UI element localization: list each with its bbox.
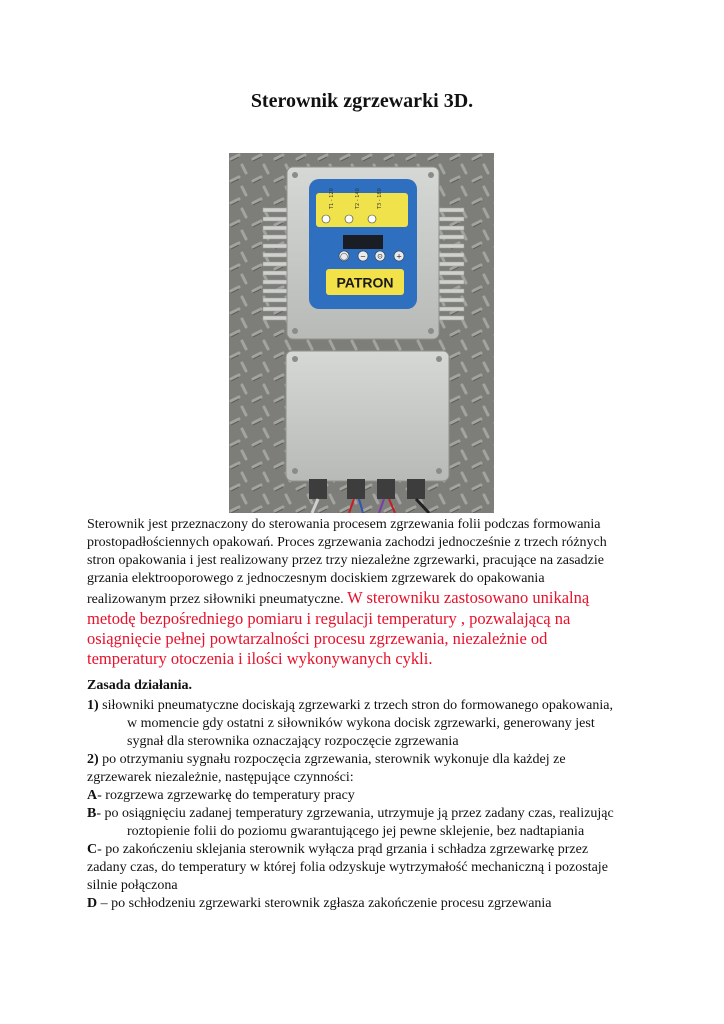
label-t3: T3 - 180	[377, 188, 383, 209]
operation-section	[87, 677, 647, 913]
substep-b-cont: roztopienie folii do poziomu gwarantującego jej pewne sklejenie, bez nadtapiania	[127, 824, 585, 839]
substep-c	[87, 841, 647, 859]
substep-a	[87, 787, 647, 805]
label-t2: T2 - 140	[355, 188, 361, 209]
step-2-cont: zgrzewarek niezależnie, następujące czynności:	[87, 770, 354, 785]
substep-marker: A	[87, 788, 98, 803]
substep-text: - po zakończeniu sklejania sterownik wyłącza prąd grzania i schładza zgrzewarkę przez	[97, 842, 589, 857]
substep-b	[87, 805, 647, 823]
substep-c-cont: zadany czas, do temperatury w której folia odzyskuje wytrzymałość mechaniczną i pozostaje	[87, 860, 608, 875]
intro-line-mixed	[87, 588, 647, 609]
brand-label: PATRON	[336, 274, 394, 291]
document-title: Sterownik zgrzewarki 3D.	[250, 90, 474, 112]
highlight-line: osiągnięcie pełnej powtarzalności procesu zgrzewania, niezależnie od	[87, 629, 548, 648]
substep-text: - po osiągnięciu zadanej temperatury zgrzewania, utrzymuje ją przez zadany czas, realizując	[96, 806, 614, 821]
intro-paragraph	[87, 516, 647, 669]
intro-plain-tail: realizowanym przez siłowniki pneumatyczne.	[87, 592, 348, 607]
substep-marker: D	[87, 896, 98, 911]
button-glyph-2: −	[360, 252, 366, 261]
substep-c-cont: silnie połączona	[87, 878, 178, 893]
intro-line: grzania elektrooporowego z jednoczesnym dociskiem zgrzewarek do opakowania	[87, 571, 545, 586]
button-glyph-1: ◯	[340, 252, 348, 261]
intro-line: Sterownik jest przeznaczony do sterowania procesem zgrzewania folii podczas formowania	[87, 517, 601, 532]
step-2	[87, 751, 647, 769]
substep-marker: C	[87, 842, 98, 857]
step-1-cont: w momencie gdy ostatni z siłowników wykona docisk zgrzewarki, generowany jest	[127, 716, 595, 731]
substep-text: – po schłodzeniu zgrzewarki sterownik zgłasza zakończenie procesu zgrzewania	[97, 896, 552, 911]
highlight-line: temperatury otoczenia i ilości wykonywanych cykli.	[87, 649, 433, 668]
step-text: po otrzymaniu sygnału rozpoczęcia zgrzewania, sterownik wykonuje dla każdej ze	[98, 752, 566, 767]
highlight-text: W sterowniku zastosowano unikalną	[347, 588, 590, 607]
label-t1: T1 - 120	[329, 188, 335, 209]
button-glyph-4: +	[396, 252, 402, 261]
step-marker: 2)	[87, 752, 99, 767]
step-1	[87, 697, 647, 715]
controller-photo	[229, 153, 494, 513]
step-text: siłowniki pneumatyczne dociskają zgrzewarki z trzech stron do formowanego opakowania,	[98, 698, 613, 713]
intro-line: prostopadłościennych opakowań. Proces zgrzewania zachodzi jednocześnie z trzech różnych	[87, 535, 607, 550]
step-marker: 1)	[87, 698, 99, 713]
button-glyph-3: ⊙	[377, 252, 383, 261]
highlight-line: metodę bezpośredniego pomiaru i regulacji temperatury , pozwalającą na	[87, 609, 571, 628]
intro-line: stron opakowania i jest realizowany przez trzy niezależne zgrzewarki, pracujące na zasadzie	[87, 553, 604, 568]
section-heading: Zasada działania.	[87, 678, 193, 693]
substep-text: - rozgrzewa zgrzewarkę do temperatury pracy	[97, 788, 355, 803]
step-1-cont: sygnał dla sterownika oznaczający rozpoczęcie zgrzewania	[127, 734, 459, 749]
substep-d	[87, 895, 647, 913]
substep-marker: B	[87, 806, 97, 821]
